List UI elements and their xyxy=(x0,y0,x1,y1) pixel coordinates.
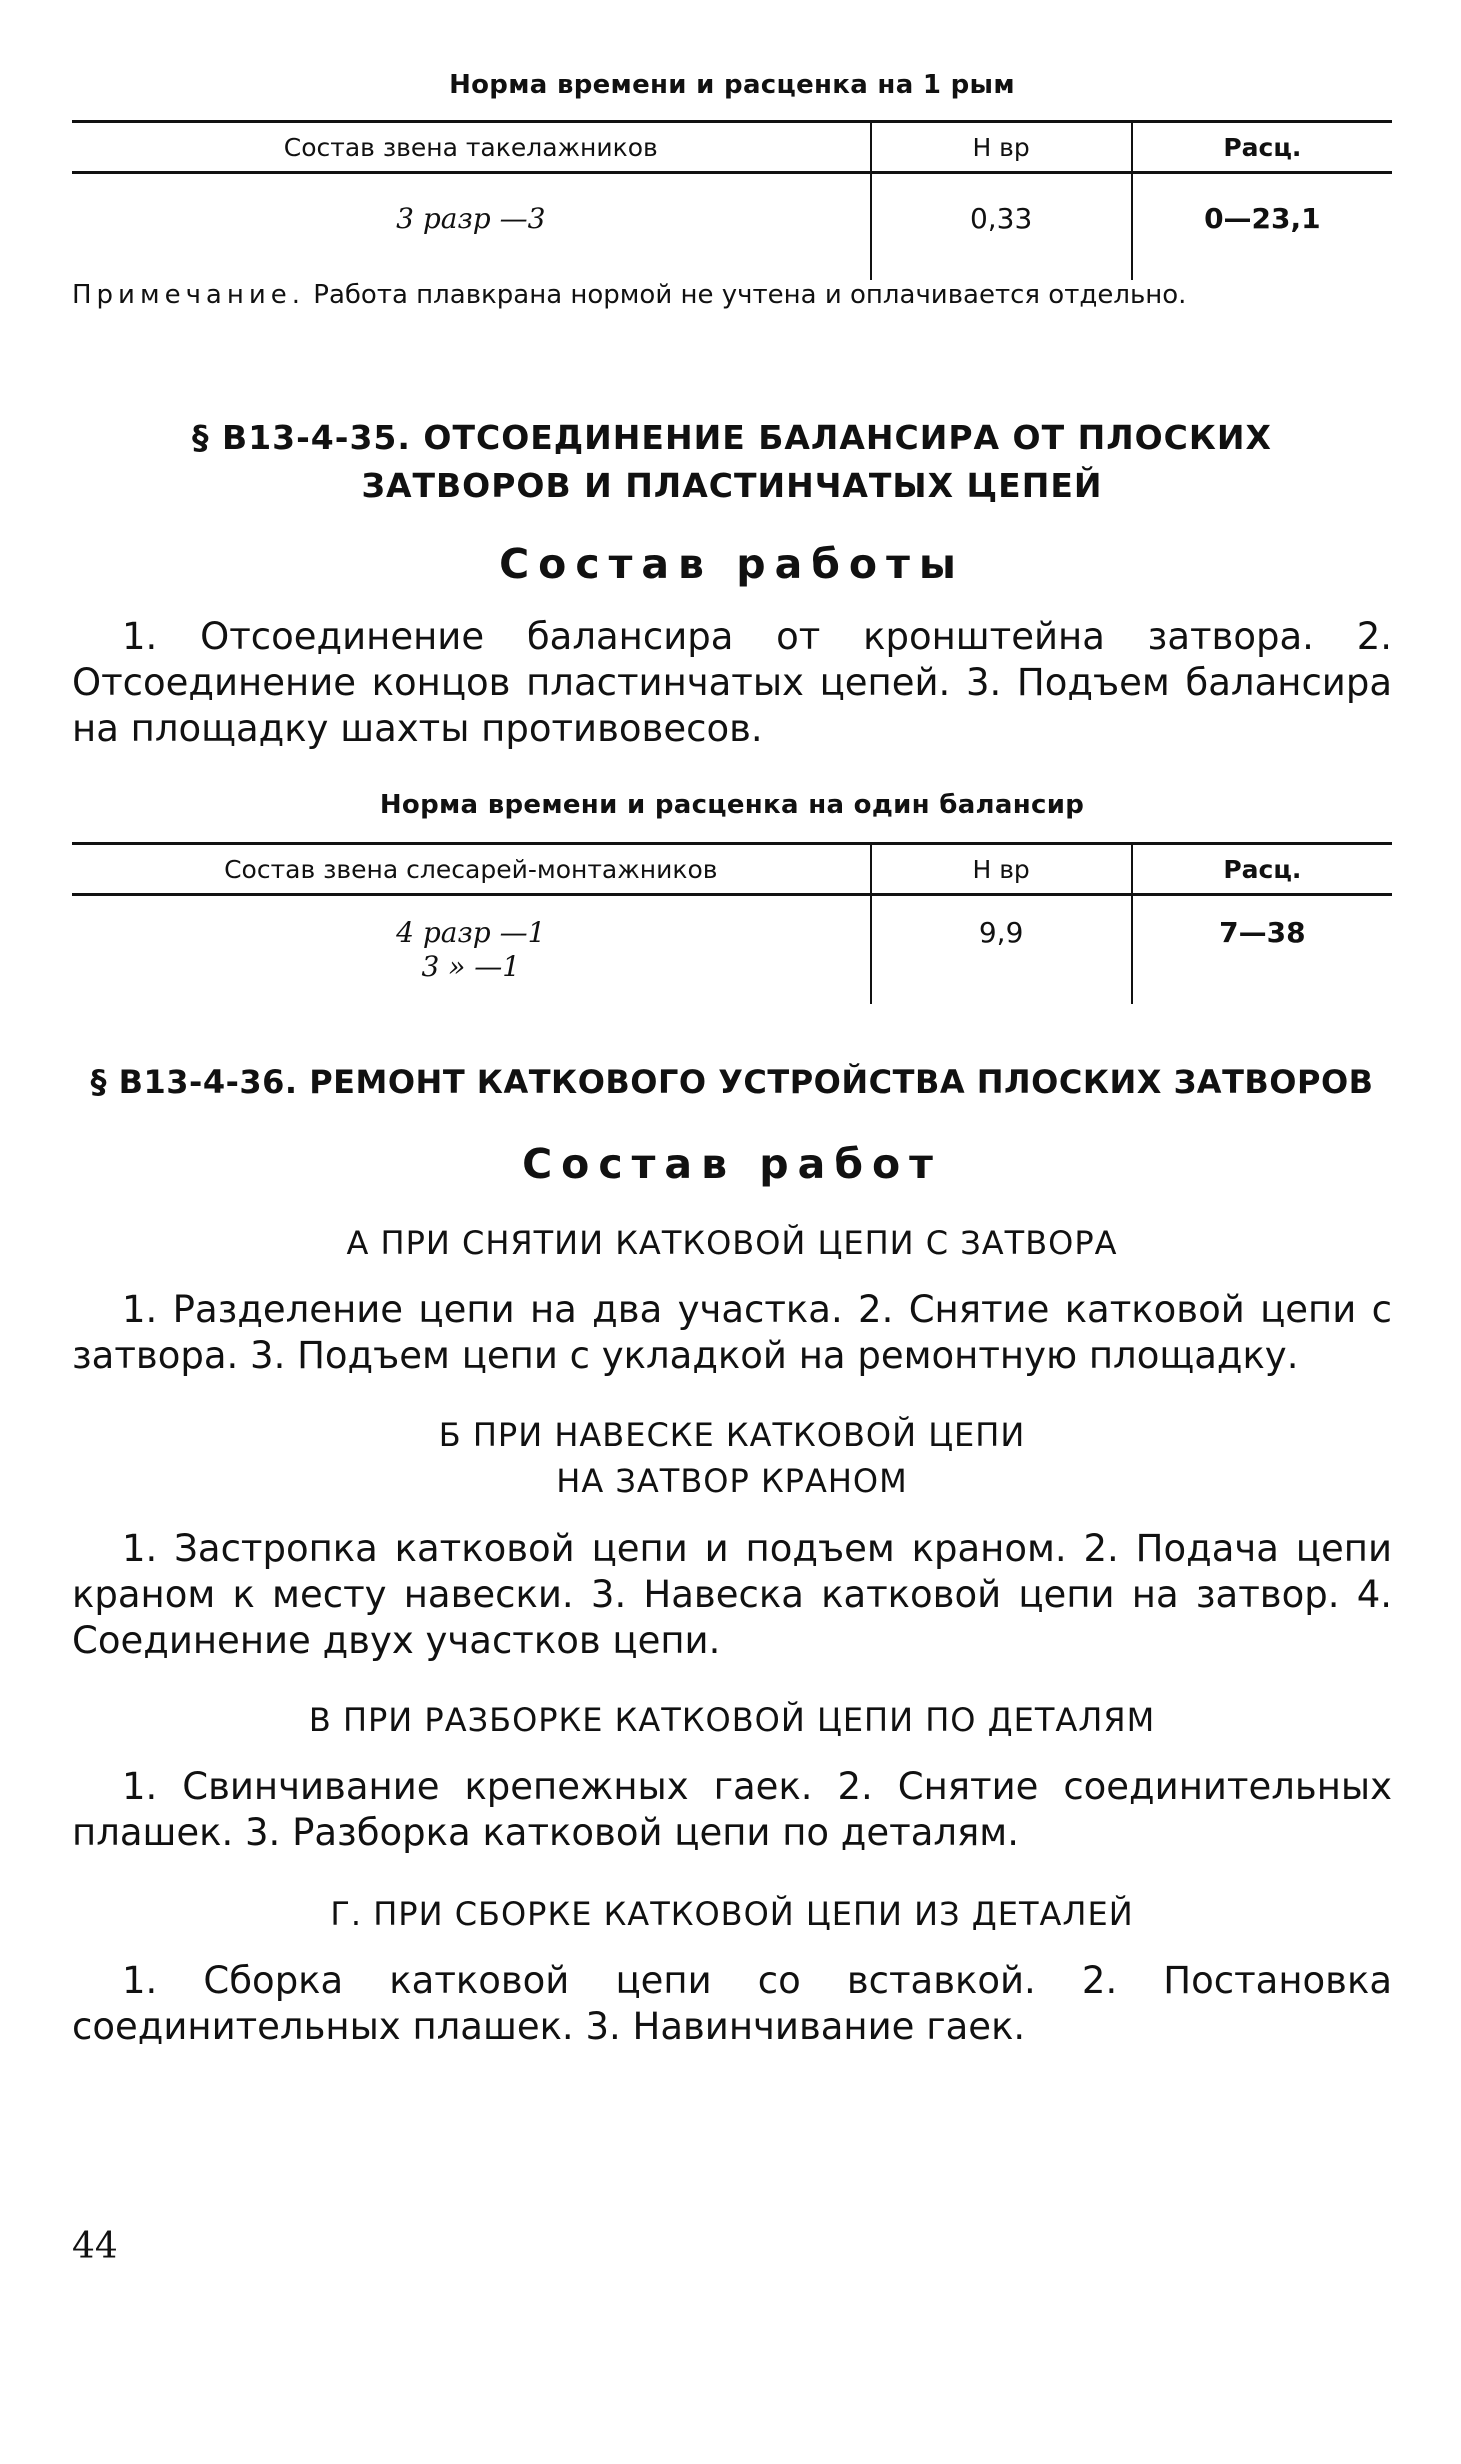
table1-header-composition: Состав звена такелажников xyxy=(72,122,871,173)
table2-rate: 7—38 xyxy=(1219,916,1306,949)
note xyxy=(72,278,1392,313)
section36-b-caption-line2: НА ЗАТВОР КРАНОМ xyxy=(556,1462,908,1500)
table-row xyxy=(72,895,1392,1005)
section35-heading xyxy=(72,414,1392,510)
page-number: 44 xyxy=(72,2226,118,2267)
section35-text: 1. Отсоединение балансира от кронштейна затвора. 2. Отсоединение концов пластинчатых цепей. 3. Подъем балансира на площадку шахты противовесов. xyxy=(72,615,1392,750)
table-row xyxy=(72,173,1392,281)
table2-header-rate: Расц. xyxy=(1132,844,1392,895)
table1-composition: 3 разр —3 xyxy=(396,202,546,235)
table2-header-nvr: Н вр xyxy=(871,844,1132,895)
table1-caption: Норма времени и расценка на 1 рым xyxy=(449,70,1015,100)
section36-g-caption: Г. ПРИ СБОРКЕ КАТКОВОЙ ЦЕПИ ИЗ ДЕТАЛЕЙ xyxy=(330,1895,1134,1933)
section36-a-caption: А ПРИ СНЯТИИ КАТКОВОЙ ЦЕПИ С ЗАТВОРА xyxy=(346,1224,1118,1262)
section36-v-text: 1. Свинчивание крепежных гаек. 2. Снятие соединительных плашек. 3. Разборка катковой цепи по деталям. xyxy=(72,1765,1392,1854)
section36-g-text: 1. Сборка катковой цепи со вставкой. 2. Постановка соединительных плашек. 3. Навинчивание гаек. xyxy=(72,1959,1392,2048)
section36-subheading: Состав работ xyxy=(522,1140,942,1188)
section36-b-caption-line1: Б ПРИ НАВЕСКЕ КАТКОВОЙ ЦЕПИ xyxy=(438,1416,1026,1454)
table1-header-nvr: Н вр xyxy=(871,122,1132,173)
table2-nvr: 9,9 xyxy=(978,916,1024,949)
section36-b-caption xyxy=(72,1412,1392,1504)
table2-header-composition: Состав звена слесарей-монтажников xyxy=(72,844,871,895)
table2-composition-line2: 3 » —1 xyxy=(421,950,521,983)
note-text: Работа плавкрана нормой не учтена и оплачивается отдельно. xyxy=(313,280,1187,310)
table1-nvr: 0,33 xyxy=(969,202,1033,235)
table1 xyxy=(72,120,1392,280)
section35-heading-line2: ЗАТВОРОВ И ПЛАСТИНЧАТЫХ ЦЕПЕЙ xyxy=(361,466,1103,505)
section36-b-text: 1. Застропка катковой цепи и подъем краном. 2. Подача цепи краном к месту навески. 3. Навеска катковой цепи на затвор. 4. Соединение двух участков цепи. xyxy=(72,1527,1392,1662)
table2-caption: Норма времени и расценка на один балансир xyxy=(379,790,1085,820)
section35-subheading: Состав работы xyxy=(499,540,965,588)
table1-rate: 0—23,1 xyxy=(1204,202,1321,235)
table2-composition-line1: 4 разр —1 xyxy=(396,916,546,949)
section36-heading: § В13-4-36. РЕМОНТ КАТКОВОГО УСТРОЙСТВА ПЛОСКИХ ЗАТВОРОВ xyxy=(90,1063,1374,1101)
note-label: Примечание. xyxy=(72,280,306,310)
table1-header-rate: Расц. xyxy=(1132,122,1392,173)
section35-heading-line1: § В13-4-35. ОТСОЕДИНЕНИЕ БАЛАНСИРА ОТ ПЛОСКИХ xyxy=(192,418,1272,457)
section36-a-text: 1. Разделение цепи на два участка. 2. Снятие катковой цепи с затвора. 3. Подъем цепи с укладкой на ремонтную площадку. xyxy=(72,1288,1392,1377)
table2 xyxy=(72,842,1392,1004)
section36-v-caption: В ПРИ РАЗБОРКЕ КАТКОВОЙ ЦЕПИ ПО ДЕТАЛЯМ xyxy=(308,1701,1156,1739)
